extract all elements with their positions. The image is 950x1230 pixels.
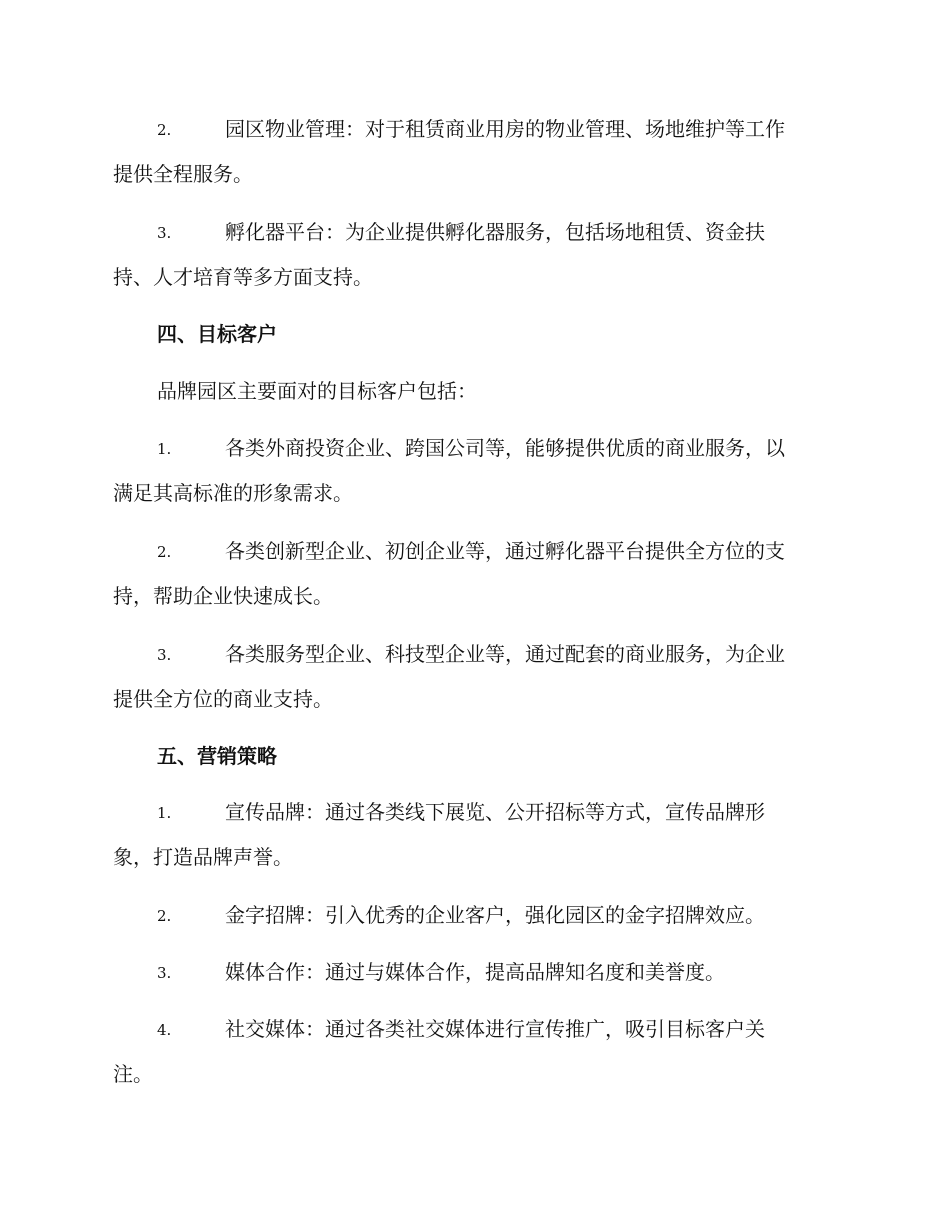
list-item-text: 园区物业管理：对于租赁商业用房的物业管理、场地维护等工作 bbox=[225, 117, 785, 141]
list-item-text: 各类外商投资企业、跨国公司等，能够提供优质的商业服务，以 bbox=[225, 436, 785, 460]
section-heading-marketing-strategy: 五、营销策略 bbox=[157, 744, 277, 768]
section-heading-target-customers: 四、目标客户 bbox=[157, 322, 277, 346]
list-item-number: 2. bbox=[157, 543, 172, 561]
list-item-text-continued: 提供全方位的商业支持。 bbox=[113, 687, 333, 711]
list-item-text-continued: 提供全程服务。 bbox=[113, 162, 253, 186]
list-item-text-continued: 象，打造品牌声誉。 bbox=[113, 845, 293, 869]
list-item-number: 1. bbox=[157, 804, 172, 822]
section-intro: 品牌园区主要面对的目标客户包括： bbox=[157, 379, 477, 403]
list-item-text-continued: 满足其高标准的形象需求。 bbox=[113, 481, 353, 505]
list-item-number: 4. bbox=[157, 1021, 172, 1039]
list-item-text-continued: 注。 bbox=[113, 1062, 153, 1086]
list-item-text: 宣传品牌：通过各类线下展览、公开招标等方式，宣传品牌形 bbox=[225, 800, 765, 824]
list-item-number: 3. bbox=[157, 224, 172, 242]
list-item-number: 2. bbox=[157, 907, 172, 925]
list-item-number: 3. bbox=[157, 964, 172, 982]
list-item-text: 各类创新型企业、初创企业等，通过孵化器平台提供全方位的支 bbox=[225, 539, 785, 563]
list-item-text-continued: 持、人才培育等多方面支持。 bbox=[113, 265, 373, 289]
list-item-text-continued: 持，帮助企业快速成长。 bbox=[113, 584, 333, 608]
list-item-text: 孵化器平台：为企业提供孵化器服务，包括场地租赁、资金扶 bbox=[225, 220, 765, 244]
list-item-text: 媒体合作：通过与媒体合作，提高品牌知名度和美誉度。 bbox=[225, 960, 725, 984]
list-item-text: 各类服务型企业、科技型企业等，通过配套的商业服务，为企业 bbox=[225, 642, 785, 666]
list-item-text: 金字招牌：引入优秀的企业客户，强化园区的金字招牌效应。 bbox=[225, 903, 765, 927]
list-item-number: 3. bbox=[157, 646, 172, 664]
list-item-text: 社交媒体：通过各类社交媒体进行宣传推广，吸引目标客户关 bbox=[225, 1017, 765, 1041]
list-item-number: 2. bbox=[157, 121, 172, 139]
list-item-number: 1. bbox=[157, 440, 172, 458]
